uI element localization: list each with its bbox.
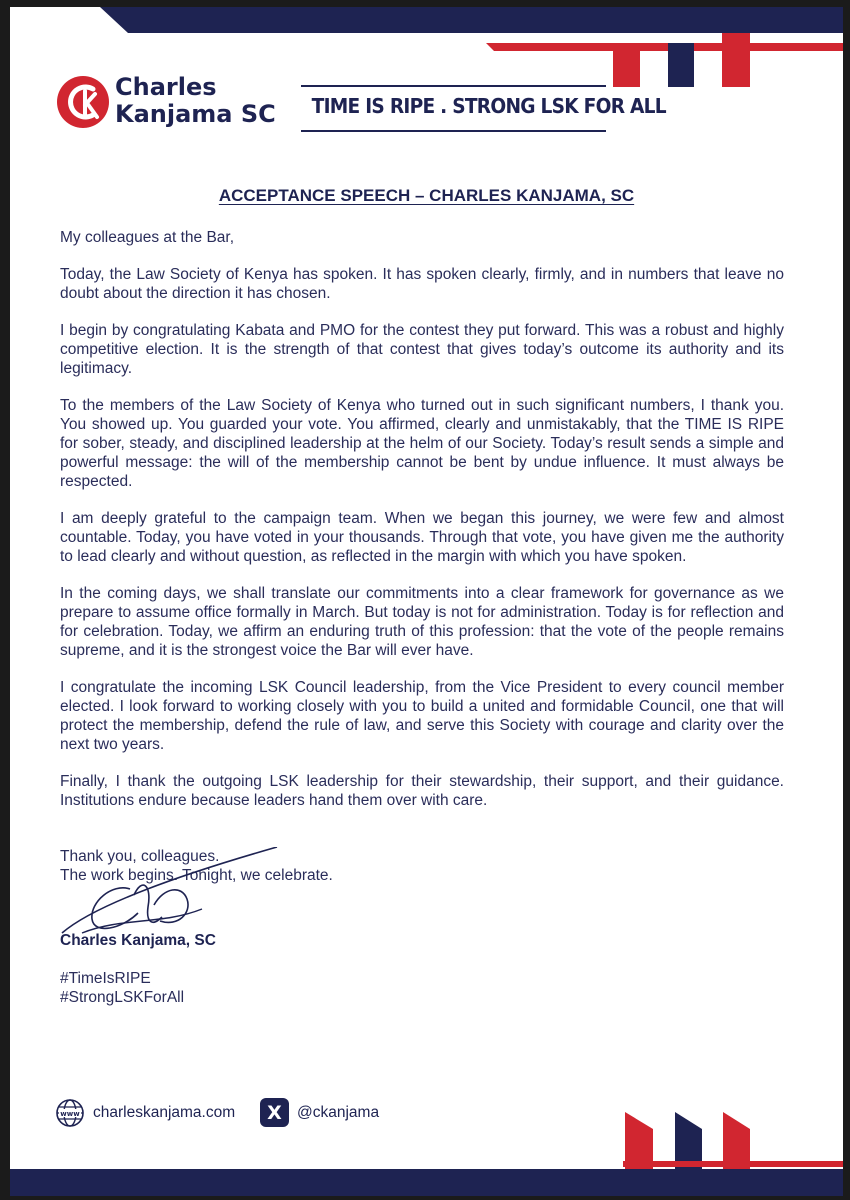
signer-name: Charles Kanjama, SC [60,932,216,949]
paragraph: In the coming days, we shall translate our commitments into a clear framework for governance as we prepare to assume office formally in March. But today is not for administration. Today is for reflection and for celebration. Today, we affirm an enduring truth of this profession: that the vote of the people remains supreme, and it is the strongest voice the Bar will ever have. [60,585,784,659]
salutation: My colleagues at the Bar, [60,229,235,246]
speech-body [60,228,784,828]
brand-logo [57,72,282,137]
brand-name-line2: Kanjama SC [115,100,276,128]
social-link[interactable] [260,1098,379,1127]
top-red-bar [486,43,843,51]
letter-page [10,7,843,1196]
paragraph: I begin by congratulating Kabata and PMO for the contest they put forward. This was a robust and highly competitive election. It is the strength of that contest that gives today’s outcome its authority and its legitimacy. [60,322,784,377]
www-label: www [60,1110,80,1118]
closing-line: Thank you, colleagues. [60,848,220,865]
page-title: ACCEPTANCE SPEECH – CHARLES KANJAMA, SC [218,186,635,205]
paragraph: Today, the Law Society of Kenya has spoken. It has spoken clearly, firmly, and in numbers that leave no doubt about the direction it has chosen. [60,266,784,302]
website-link[interactable] [55,1098,235,1128]
slogan-banner [301,85,666,132]
top-flag-navy [668,43,694,87]
paragraph: I am deeply grateful to the campaign team. When we began this journey, we were few and almost countable. Today, you have voted in your thousands. Through that vote, you have given me the authority to lead clearly and without question, as reflected in the margin with which you have spoken. [60,510,784,565]
handwritten-signature [52,847,292,939]
footer-contacts [55,1098,455,1138]
paragraph: Finally, I thank the outgoing LSK leadership for their stewardship, their support, and their guidance. Institutions endure because leaders hand them over with care. [60,773,784,809]
bottom-red-bar [623,1161,843,1167]
top-navy-band [100,7,843,33]
closing-line: The work begins. Tonight, we celebrate. [60,867,333,884]
social-handle: @ckanjama [297,1103,380,1121]
slogan-text: TIME IS RIPE . STRONG LSK FOR ALL [311,94,666,118]
brand-name-line1: Charles [115,73,217,101]
ck-monogram-icon [57,74,111,134]
hashtags [60,969,184,1007]
brand-name [115,74,276,128]
website-text: charleskanjama.com [93,1104,236,1121]
hashtag[interactable]: #StrongLSKForAll [60,989,185,1006]
x-logo-icon: X [260,1098,289,1127]
globe-icon [55,1098,85,1128]
bottom-navy-band [10,1169,843,1196]
paragraph: To the members of the Law Society of Kenya who turned out in such significant numbers, I thank you. You showed up. You guarded your vote. You affirmed, clearly and unmistakably, that the TIME IS RIPE for sober, steady, and disciplined leadership at the helm of our Society. Today’s result sends a simple and powerful message: the will of the membership cannot be bent by undue influence. It must always be respected. [60,397,784,490]
top-flag-red-1 [613,43,640,87]
top-flag-red-2 [722,33,750,87]
paragraph: I congratulate the incoming LSK Council leadership, from the Vice President to every council member elected. I look forward to working closely with you to build a united and formidable Council, one that will protect the membership, defend the rule of law, and serve this Society with courage and clarity over the next two years. [60,679,784,753]
hashtag[interactable]: #TimeIsRIPE [60,970,151,987]
